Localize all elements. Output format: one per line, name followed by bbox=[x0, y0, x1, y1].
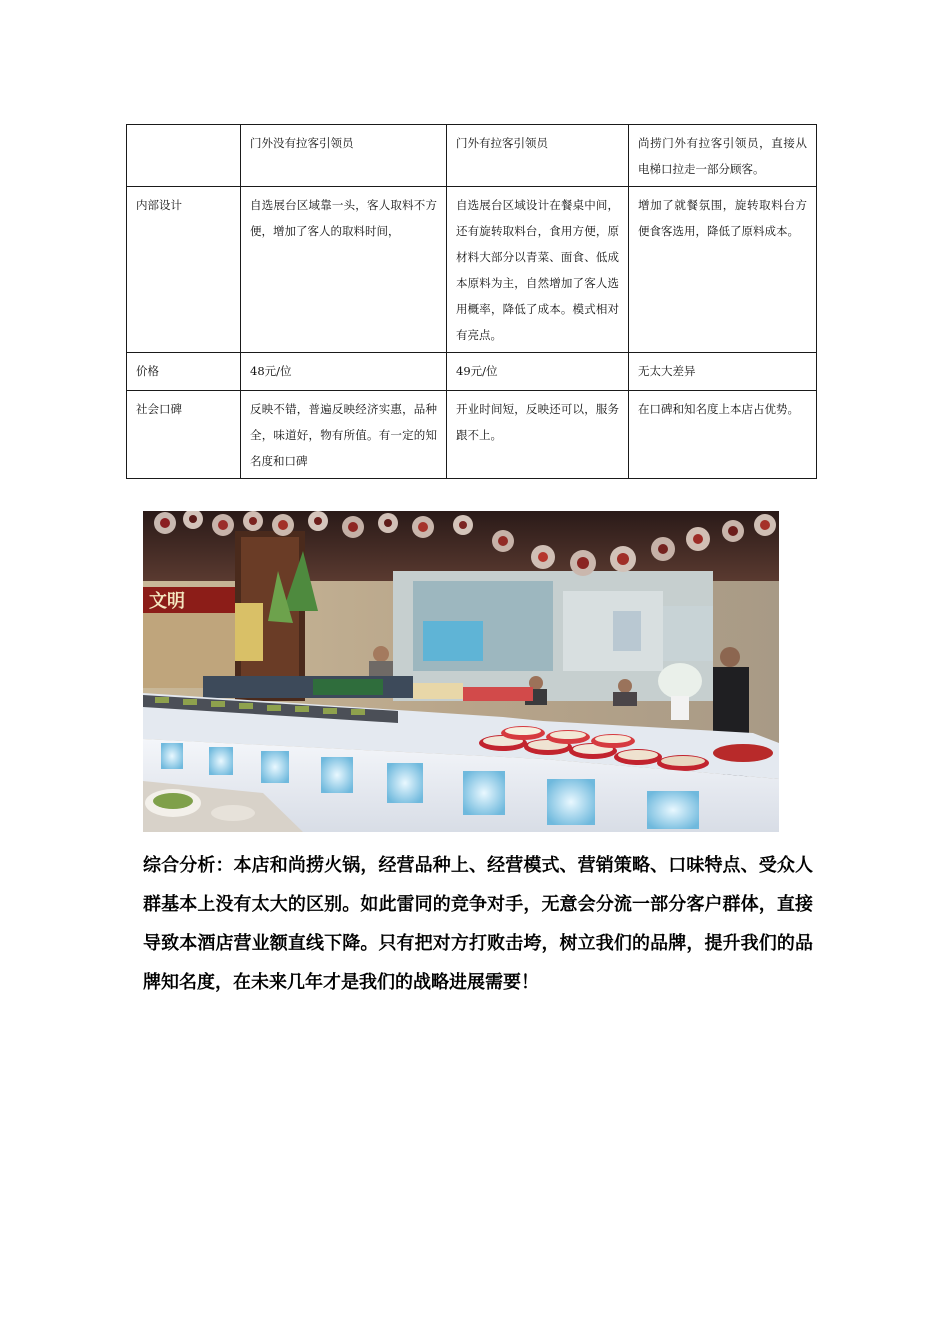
restaurant-buffet-photo bbox=[143, 511, 779, 832]
row-label-cell: 社会口碑 bbox=[127, 391, 241, 479]
comparison-cell: 在口碑和知名度上本店占优势。 bbox=[629, 391, 817, 479]
competitor-cell: 开业时间短，反映还可以，服务跟不上。 bbox=[447, 391, 629, 479]
our-store-cell: 反映不错，普遍反映经济实惠，品种全，味道好，物有所值。有一定的知名度和口碑 bbox=[241, 391, 447, 479]
row-label-cell bbox=[127, 125, 241, 187]
our-store-cell: 自选展台区域靠一头，客人取料不方便，增加了客人的取料时间， bbox=[241, 187, 447, 353]
competitor-cell: 门外有拉客引领员 bbox=[447, 125, 629, 187]
our-store-cell: 48元/位 bbox=[241, 353, 447, 391]
row-label-cell: 内部设计 bbox=[127, 187, 241, 353]
comparison-cell: 无太大差异 bbox=[629, 353, 817, 391]
table-row bbox=[127, 187, 817, 353]
analysis-paragraph: 综合分析：本店和尚捞火锅，经营品种上、经营模式、营销策略、口味特点、受众人群基本上没有太大的区别。如此雷同的竞争对手，无意会分流一部分客户群体，直接导致本酒店营业额直线下降。只有把对方打败击垮，树立我们的品牌，提升我们的品牌知名度，在未来几年才是我们的战略进展需要！ bbox=[143, 855, 813, 993]
comparison-table bbox=[126, 124, 817, 479]
row-label-cell: 价格 bbox=[127, 353, 241, 391]
competitor-cell: 49元/位 bbox=[447, 353, 629, 391]
table-row bbox=[127, 391, 817, 479]
comparison-cell: 增加了就餐氛围，旋转取料台方便食客选用，降低了原料成本。 bbox=[629, 187, 817, 353]
buffet-illustration bbox=[143, 511, 779, 832]
table-row bbox=[127, 125, 817, 187]
competitor-cell: 自选展台区域设计在餐桌中间，还有旋转取料台，食用方便，原材料大部分以青菜、面食、低成本原料为主，自然增加了客人选用概率，降低了成本。模式相对有亮点。 bbox=[447, 187, 629, 353]
our-store-cell: 门外没有拉客引领员 bbox=[241, 125, 447, 187]
table-row bbox=[127, 353, 817, 391]
signboard-text: 文明 bbox=[149, 591, 185, 612]
comparison-cell: 尚捞门外有拉客引领员，直接从电梯口拉走一部分顾客。 bbox=[629, 125, 817, 187]
